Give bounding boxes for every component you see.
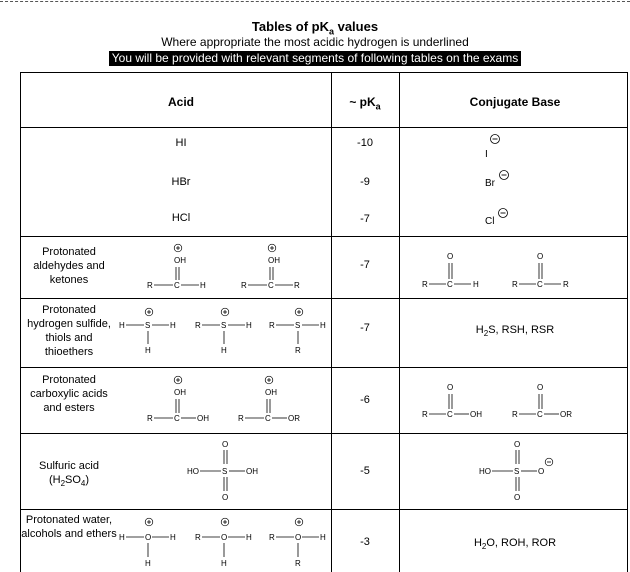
svg-text:R: R (512, 280, 518, 289)
chloride-structure (483, 207, 519, 231)
protonated-water-structures (119, 515, 329, 571)
col-header-pka: ~ $pK_a$ (349, 95, 381, 112)
exam-notice: You will be provided with relevant segments of following tables on the exams (0, 49, 630, 67)
svg-text:H: H (221, 346, 227, 355)
svg-text:O: O (514, 493, 521, 502)
protonated-thiol-structures (119, 305, 329, 361)
protonated-ketone-structure (239, 241, 309, 297)
svg-text:C: C (537, 280, 543, 289)
svg-text:C: C (265, 414, 271, 423)
svg-text:HO: HO (479, 467, 491, 476)
svg-text:S: S (145, 321, 151, 330)
svg-text:R: R (195, 321, 201, 330)
pka-carboxylic: -6 (360, 394, 370, 406)
top-dashed-rule (0, 1, 630, 2)
svg-text:H: H (246, 533, 252, 542)
page-title: Tables of $pK_a$ values (251, 19, 379, 37)
svg-text:C: C (268, 281, 274, 290)
svg-text:C: C (447, 280, 453, 289)
svg-text:H: H (119, 533, 125, 542)
svg-text:OH: OH (197, 414, 209, 423)
ketone-structure (511, 245, 581, 297)
svg-text:R: R (294, 281, 300, 290)
svg-text:R: R (422, 280, 428, 289)
svg-text:C: C (537, 410, 543, 419)
acid-hi: HI (175, 137, 187, 149)
svg-text:O: O (221, 533, 228, 542)
svg-text:R: R (295, 559, 301, 568)
svg-text:S: S (221, 321, 227, 330)
pka-hcl: -7 (360, 213, 370, 225)
pka-aldehydes: -7 (360, 259, 370, 271)
svg-text:OH: OH (174, 256, 186, 265)
svg-text:S: S (295, 321, 301, 330)
svg-text:O: O (538, 467, 545, 476)
pka-thiols: -7 (360, 322, 370, 334)
bromide-structure (483, 169, 519, 193)
svg-text:I: I (485, 149, 488, 160)
svg-text:R: R (295, 346, 301, 355)
svg-text:R: R (195, 533, 201, 542)
svg-text:S: S (514, 467, 520, 476)
svg-text:R: R (512, 410, 518, 419)
svg-text:H: H (320, 321, 326, 330)
svg-text:OH: OH (470, 410, 482, 419)
protonated-aldehyde-structure (145, 241, 215, 297)
svg-text:O: O (447, 383, 454, 392)
svg-text:OH: OH (246, 467, 258, 476)
svg-text:H: H (200, 281, 206, 290)
pka-hbr: -9 (360, 176, 370, 188)
svg-text:R: R (563, 280, 569, 289)
svg-text:H: H (119, 321, 125, 330)
svg-text:O: O (145, 533, 152, 542)
sulfuric-acid-structure (187, 437, 267, 505)
protonated-carboxylic-structure (145, 373, 220, 433)
svg-text:R: R (238, 414, 244, 423)
svg-text:H: H (221, 559, 227, 568)
svg-text:R: R (422, 410, 428, 419)
acid-hcl: HCl (171, 212, 191, 224)
svg-text:O: O (447, 252, 454, 261)
iodide-structure (481, 133, 511, 161)
base-water: $H_2O$, ROH, ROR (473, 537, 557, 552)
carboxylic-acid-structure (421, 378, 496, 428)
pka-table (20, 72, 628, 572)
svg-text:Cl: Cl (485, 216, 495, 227)
svg-text:R: R (269, 533, 275, 542)
label-protonated-thiols: Protonated hydrogen sulfide, thiols and thioethers (27, 304, 111, 358)
acid-hbr: HBr (171, 176, 191, 188)
svg-text:H: H (170, 321, 176, 330)
svg-text:OH: OH (174, 388, 186, 397)
svg-text:H: H (170, 533, 176, 542)
svg-text:H: H (145, 346, 151, 355)
svg-text:OH: OH (268, 256, 280, 265)
bisulfate-structure (479, 437, 559, 505)
pka-water: -3 (360, 536, 370, 548)
col-header-acid: Acid (167, 95, 194, 109)
svg-text:C: C (447, 410, 453, 419)
svg-text:C: C (174, 414, 180, 423)
pka-hi: -10 (357, 137, 373, 149)
svg-text:O: O (514, 440, 521, 449)
aldehyde-structure (421, 245, 491, 297)
svg-text:H: H (145, 559, 151, 568)
svg-text:H: H (473, 280, 479, 289)
svg-text:R: R (241, 281, 247, 290)
svg-text:O: O (537, 383, 544, 392)
col-header-conjugate: Conjugate Base (469, 95, 561, 109)
svg-text:OH: OH (265, 388, 277, 397)
label-protonated-aldehydes: Protonated aldehydes and ketones (33, 246, 105, 286)
svg-text:H: H (246, 321, 252, 330)
svg-text:R: R (147, 281, 153, 290)
svg-text:O: O (222, 440, 229, 449)
svg-text:OR: OR (288, 414, 300, 423)
page-subtitle: Where appropriate the most acidic hydrogen is underlined (161, 35, 469, 49)
ester-structure (511, 378, 586, 428)
protonated-ester-structure (236, 373, 311, 433)
svg-text:R: R (269, 321, 275, 330)
label-protonated-carboxylic: Protonated carboxylic acids and esters (30, 374, 108, 414)
label-sulfuric-acid: Sulfuric acid $(H_2SO_4)$ (39, 460, 99, 489)
svg-text:S: S (222, 467, 228, 476)
base-thiols: $H_2S$, RSH, RSR (475, 324, 555, 339)
pka-sulfuric: -5 (360, 465, 370, 477)
svg-text:OR: OR (560, 410, 572, 419)
svg-text:HO: HO (187, 467, 199, 476)
svg-text:R: R (147, 414, 153, 423)
svg-text:C: C (174, 281, 180, 290)
svg-text:Br: Br (485, 178, 495, 189)
svg-text:O: O (295, 533, 302, 542)
label-protonated-water: Protonated water, alcohols and ethers (21, 514, 117, 540)
svg-text:O: O (537, 252, 544, 261)
svg-text:O: O (222, 493, 229, 502)
svg-text:H: H (320, 533, 326, 542)
